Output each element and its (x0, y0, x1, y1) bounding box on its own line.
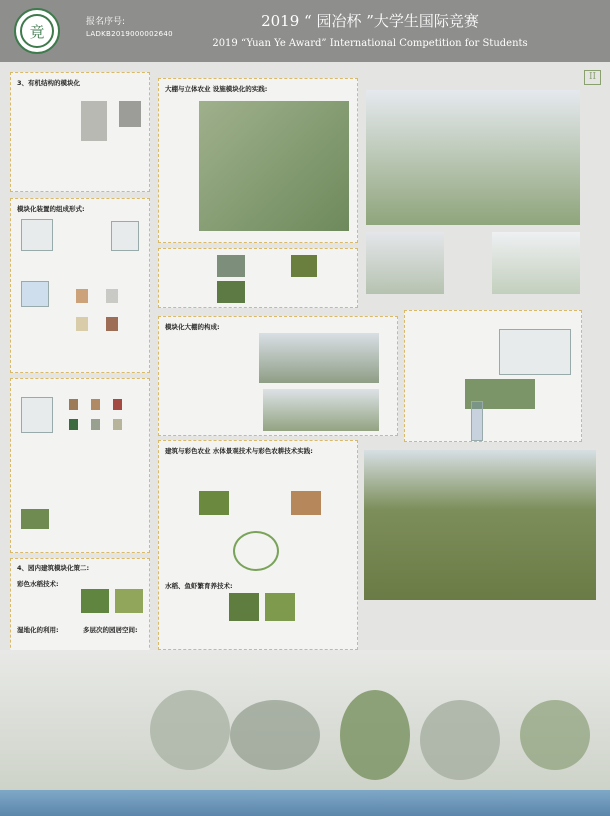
tree-3 (340, 690, 410, 780)
panel-module-assembly (10, 378, 150, 553)
section-title-greenhouse: 大棚与立体农业 设施模块化的实践: (165, 85, 268, 93)
module-box-diagram (21, 281, 49, 307)
rice-photo-1 (199, 491, 229, 515)
panel-structure-diagram (404, 310, 582, 442)
registration-label: 报名序号: (86, 17, 126, 27)
tree-4 (420, 700, 500, 780)
material-swatch-5 (91, 419, 100, 430)
water-surface (0, 790, 610, 816)
paddy-title: 湿地化的利用: (17, 626, 59, 634)
color-field-photo-1 (81, 589, 109, 613)
hydro-title: 水稻、鱼虾繁育养技术: (165, 582, 233, 590)
frame-render (492, 232, 580, 294)
material-swatch-3 (113, 399, 122, 410)
farm-photo-2 (217, 281, 245, 303)
title-english: 2019 “Yuan Ye Award” International Competition for Students (212, 38, 528, 49)
fish-pond-photo (229, 593, 259, 621)
header-bar (0, 0, 610, 62)
panel-swatch-4 (106, 317, 118, 331)
title-chinese: 2019 “ 园冶杯 ”大学生国际竞赛 (261, 12, 479, 30)
frame-diagram-2 (111, 221, 139, 251)
planter-module (21, 509, 49, 529)
structure-render (259, 333, 379, 383)
interior-render (366, 232, 444, 294)
tank-diagram (119, 101, 141, 127)
panel-module-structure (158, 316, 398, 436)
section-title-module-form: 模块化大棚的构成: (165, 323, 220, 331)
panel-building-modular (10, 558, 150, 658)
registration-number: LADKB2019000002640 (86, 30, 173, 38)
panel-greenhouse (158, 78, 358, 243)
multi-space-title: 多层次的园居空间: (83, 626, 138, 634)
color-field-title: 彩色水稻技术: (17, 580, 59, 588)
panel-modular-combination (10, 198, 150, 373)
component-diagram (81, 101, 107, 141)
greenhouse-photo (217, 255, 245, 277)
logo-seal: 竟 (20, 14, 54, 48)
greenhouse-aerial (199, 101, 349, 231)
flower-field-photo (291, 491, 321, 515)
panel-structure-modular (10, 72, 150, 192)
farm-photo-1 (291, 255, 317, 277)
material-swatch-2 (91, 399, 100, 410)
panel-swatch-1 (76, 289, 88, 303)
assembly-frame (21, 397, 53, 433)
panel-swatch-2 (106, 289, 118, 303)
column-diagram (471, 401, 483, 441)
section-title-s4: 4、园内建筑模块化策二: (17, 564, 90, 572)
material-swatch-1 (69, 399, 78, 410)
material-swatch-6 (113, 419, 122, 430)
section-title-s3: 3、有机结构的模块化 (17, 79, 81, 87)
panel-greenhouse-notes (158, 248, 358, 308)
sheet-number: II (584, 70, 601, 85)
section-title-tech: 建筑与彩色农业 水体景观技术与彩色农耕技术实践: (165, 447, 313, 455)
paddy-photo (265, 593, 295, 621)
competition-logo (14, 8, 60, 54)
tree-2 (230, 700, 320, 770)
frame-diagram (21, 219, 53, 251)
panel-swatch-3 (76, 317, 88, 331)
color-field-photo-2 (115, 589, 143, 613)
pavilion-render (263, 389, 379, 431)
material-swatch-4 (69, 419, 78, 430)
tree-5 (520, 700, 590, 770)
tree-1 (150, 690, 230, 770)
section-title-modular-combo: 模块化装置的组成形式: (17, 205, 85, 213)
module-frame-diagram (499, 329, 571, 375)
cycle-diagram (233, 531, 279, 571)
aerial-field-render (364, 450, 596, 600)
greenhouse-render (366, 90, 580, 225)
panel-color-tech (158, 440, 358, 650)
